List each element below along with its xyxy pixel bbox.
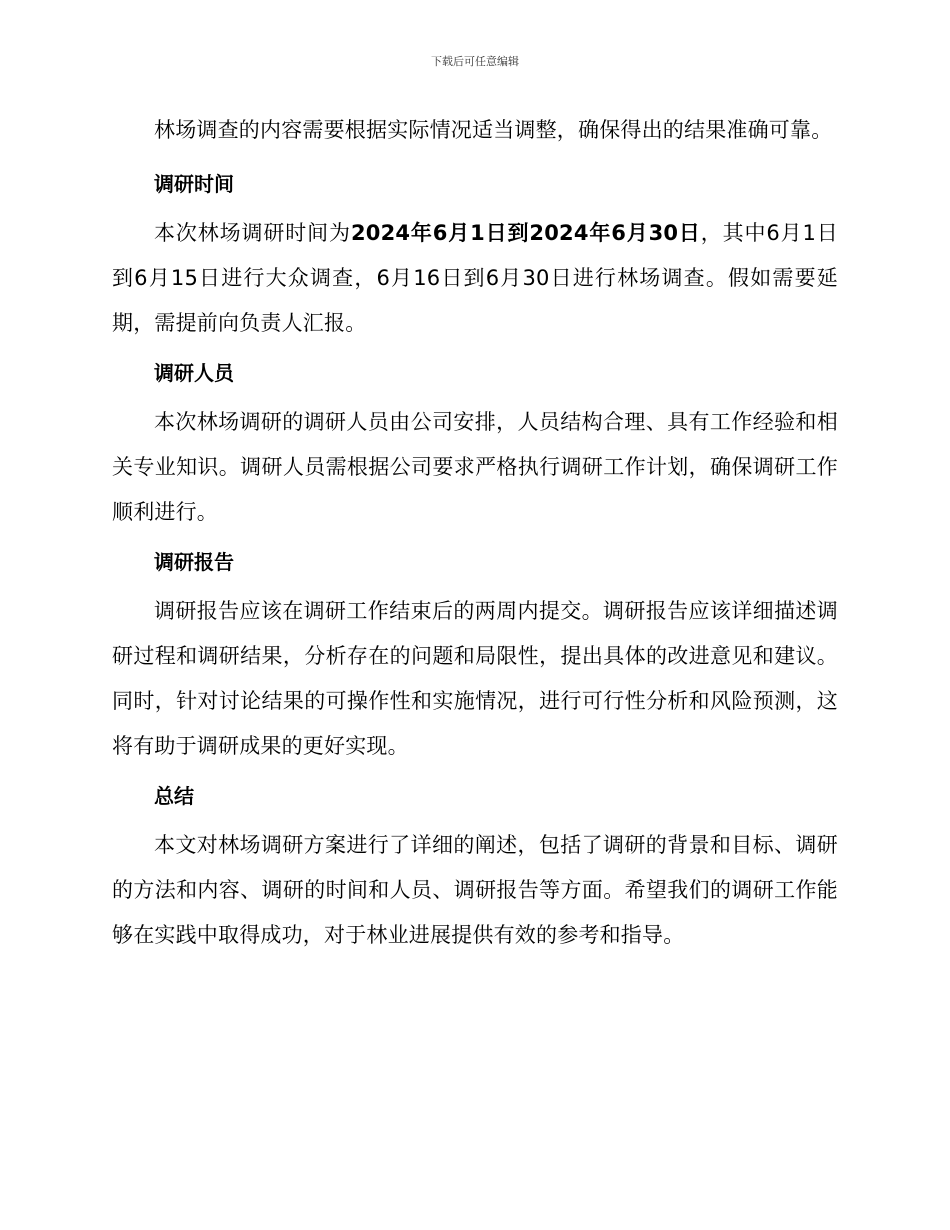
time-paragraph xyxy=(112,211,838,346)
personnel-paragraph: 本次林场调研的调研人员由公司安排，人员结构合理、具有工作经验和相关专业知识。调研人员需根据公司要求严格执行调研工作计划，确保调研工作顺利进行。 xyxy=(112,410,838,524)
intro-paragraph: 林场调查的内容需要根据实际情况适当调整，确保得出的结果准确可靠。 xyxy=(154,118,833,142)
section-heading-report: 调研报告 xyxy=(154,550,234,574)
section-heading-personnel: 调研人员 xyxy=(154,361,234,385)
section-heading-time: 调研时间 xyxy=(154,172,234,196)
time-text-before: 本次林场调研时间为 xyxy=(154,221,351,245)
time-text-after: ，其中6月1日到6月15日进行大众调查，6月16日到6月30日进行林场调查。假如需要延期，需提前向负责人汇报。 xyxy=(112,221,838,335)
section-heading-summary: 总结 xyxy=(154,784,194,808)
summary-paragraph: 本文对林场调研方案进行了详细的阐述，包括了调研的背景和目标、调研的方法和内容、调研的时间和人员、调研报告等方面。希望我们的调研工作能够在实践中取得成功，对于林业进展提供有效的参考和指导。 xyxy=(112,833,838,947)
report-paragraph: 调研报告应该在调研工作结束后的两周内提交。调研报告应该详细描述调研过程和调研结果，分析存在的问题和局限性，提出具体的改进意见和建议。同时，针对讨论结果的可操作性和实施情况，进行可行性分析和风险预测，这将有助于调研成果的更好实现。 xyxy=(112,599,838,758)
page-header-note: 下载后可任意编辑 xyxy=(431,55,519,68)
document-body xyxy=(112,108,838,958)
time-text-dates: 2024年6月1日到2024年6月30日 xyxy=(350,221,701,245)
